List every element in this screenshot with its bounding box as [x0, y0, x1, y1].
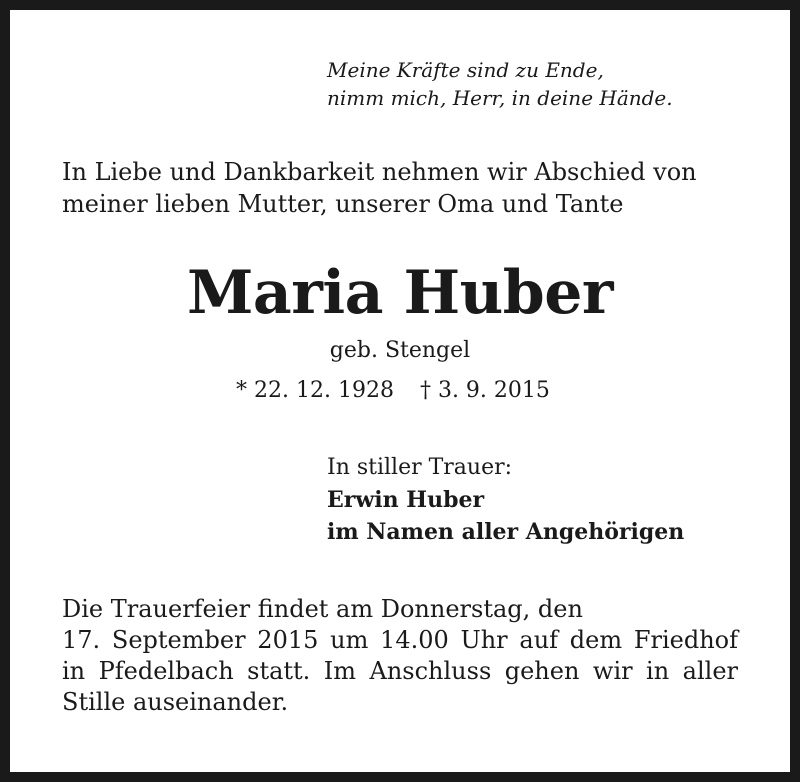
mourners-block [327, 452, 684, 548]
service-line-4: Stille auseinander. [62, 688, 289, 716]
mourning-heading: In stiller Trauer: [327, 455, 513, 480]
intro-line-2: meiner lieben Mutter, unserer Oma und Tante [62, 190, 624, 218]
intro-text [62, 156, 697, 220]
service-line-3: in Pfedelbach statt. Im Anschluss gehen wir in aller [62, 657, 738, 685]
funeral-service-text [62, 594, 738, 718]
mourner-name: Erwin Huber [327, 487, 485, 513]
life-dates [236, 376, 550, 406]
motto-verse [327, 56, 673, 112]
service-line-1: Die Trauerfeier findet am Donnerstag, den [62, 595, 583, 623]
service-line-2: 17. September 2015 um 14.00 Uhr auf dem Friedhof [62, 626, 738, 654]
deceased-name: Maria Huber [186, 258, 613, 328]
maiden-name: geb. Stengel [329, 338, 471, 363]
intro-line-1: In Liebe und Dankbarkeit nehmen wir Abschied von [62, 158, 697, 186]
motto-line-1: Meine Kräfte sind zu Ende, [327, 58, 604, 82]
death-date: † 3. 9. 2015 [419, 378, 550, 403]
motto-line-2: nimm mich, Herr, in deine Hände. [327, 86, 673, 110]
mourner-on-behalf: im Namen aller Angehörigen [327, 519, 685, 545]
birth-date: * 22. 12. 1928 [236, 378, 394, 403]
